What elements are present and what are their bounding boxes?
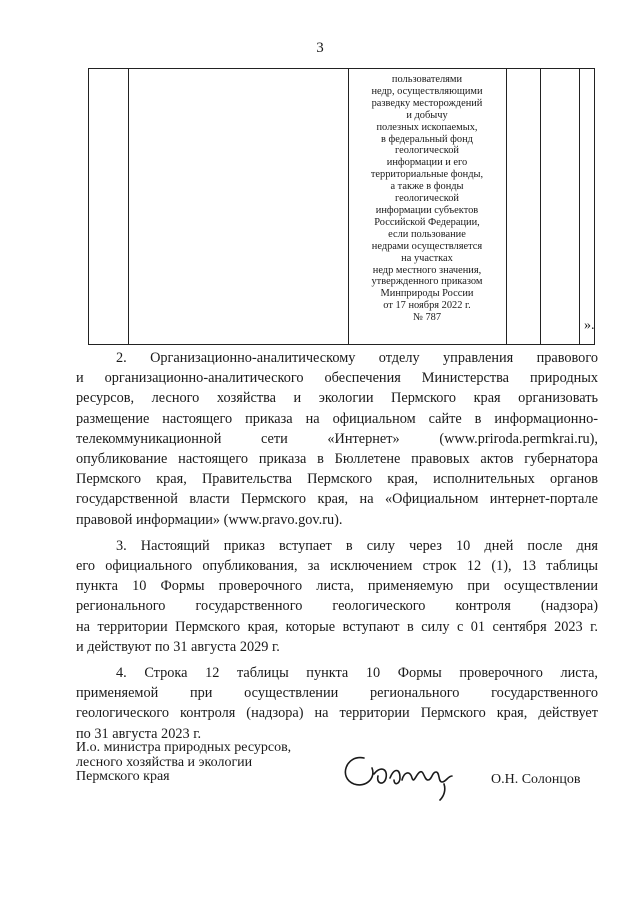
cell-line: на участках [401,252,453,264]
cell-line: информации и его [386,157,468,169]
cell-line: утвержденного приказом [371,276,483,288]
paragraph-line: государственной власти Пермского края, на «Официальном интернет-портале [76,491,598,508]
table-border-top [88,68,595,69]
continued-table [88,68,595,345]
table-column-divider [348,68,349,345]
table-column-divider [579,68,580,345]
cell-line: недр местного значения, [372,264,482,276]
paragraph-line: 4. Строка 12 таблицы пункта 10 Формы проверочного листа, [116,665,598,682]
cell-line: недрами осуществляется [371,240,483,252]
paragraph-line: опубликование настоящего приказа в Бюллетене правовых актов губернатора [76,451,598,468]
paragraph-2 [76,348,598,530]
cell-line: и добычу [406,109,448,121]
cell-line: территориальные фонды, [370,169,484,181]
cell-line: от 17 ноября 2022 г. [383,300,471,312]
paragraph-line: регионального государственного геологического контроля (надзора) [76,598,598,615]
cell-line: № 787 [412,312,442,324]
table-column-divider [540,68,541,345]
paragraph-line: 2. Организационно-аналитическому отделу управления правового [116,350,598,366]
paragraph-line: размещение настоящего приказа на официальном сайте в информационно- [76,410,598,427]
paragraph-line: геологического контроля (надзора) на территории Пермского края, действует [76,705,598,722]
paragraph-line: и действуют по 31 августа 2029 г. [76,638,280,655]
closing-quote: ». [584,318,595,333]
cell-line: разведку месторождений [371,97,483,109]
signatory-position [76,741,291,785]
table-cell-requirement [353,74,501,324]
position-line: Пермского края [76,769,170,784]
order-body [76,348,598,744]
position-line: лесного хозяйства и экологии [76,754,253,770]
signer-name: О.Н. Солонцов [491,772,581,787]
cell-line: информации субъектов [375,204,479,216]
cell-line: Российской Федерации, [374,216,480,228]
paragraph-line: по 31 августа 2023 г. [76,725,202,742]
paragraph-line: пункта 10 Формы проверочного листа, применяемую при осуществлении [76,578,598,595]
paragraph-line: и организационно-аналитического обеспечения Министерства природных [76,370,598,387]
paragraph-4 [76,663,598,744]
paragraph-line: правовой информации» (www.pravo.gov.ru). [76,511,343,528]
cell-line: недр, осуществляющими [371,85,483,97]
paragraph-3 [76,536,598,657]
cell-line: полезных ископаемых, [376,121,478,133]
table-border-bottom [88,344,595,345]
table-border-right [594,68,595,345]
paragraph-line: его официального опубликования, за исключением строк 12 (1), 13 таблицы [76,558,598,575]
paragraph-line: ресурсов, лесного хозяйства и экологии Пермского края организовать [76,390,598,407]
handwritten-signature [336,744,476,804]
cell-line: в федеральный фонд [381,133,473,145]
cell-line: геологической [395,145,459,157]
cell-line: пользователями [391,74,463,85]
page-number: 3 [316,40,324,56]
paragraph-line: телекоммуникационной сети «Интернет» (www.priroda.permkrai.ru), [76,430,598,447]
paragraph-line: Пермского края, Правительства Пермского края, исполнительных органов [76,471,598,488]
paragraph-line: 3. Настоящий приказ вступает в силу через 10 дней после дня [116,537,598,554]
table-border-left [88,68,89,345]
table-column-divider [128,68,129,345]
cell-line: Минприроды России [380,288,474,300]
table-column-divider [506,68,507,345]
cell-line: если пользование [388,228,466,240]
paragraph-line: применяемой при осуществлении регионального государственного [76,685,598,702]
paragraph-line: на территории Пермского края, которые вступают в силу с 01 сентября 2023 г. [76,618,598,635]
cell-line: а также в фонды [390,181,464,193]
position-line: И.о. министра природных ресурсов, [76,740,292,755]
cell-line: геологической [395,193,459,205]
